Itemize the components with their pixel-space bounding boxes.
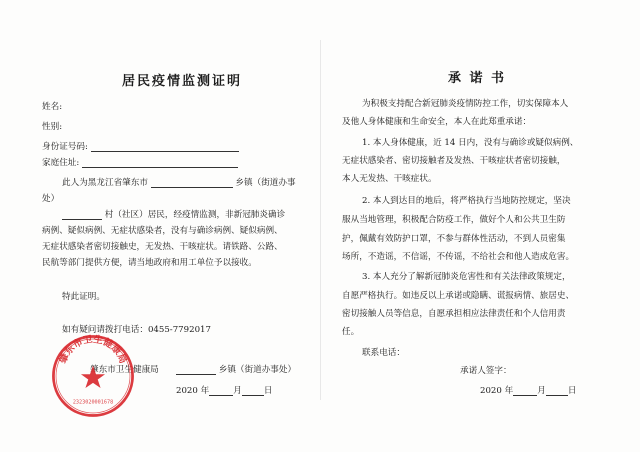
official-seal-stamp [50, 333, 136, 419]
pledge-line-7: 服从当地管理，积极配合防疫工作，做好个人和公共卫生防 [342, 215, 566, 225]
contact-phone-label: 联系电话： [362, 348, 405, 358]
svg-text:肇东市卫生健康局 [57, 333, 129, 366]
issuer-name: 肇东市卫生健康局 [90, 365, 159, 375]
pledge-line-3: 1. 本人身体健康，近 14 日内，没有与确诊或疑似病例、 [362, 138, 579, 148]
pledge-line-12: 密切接触人员等信息，自愿承担相应法律责任和个人信用责 [342, 309, 566, 319]
right-date: 2020 年 月 日 [480, 386, 577, 396]
signer-label: 承诺人签字： [460, 366, 512, 376]
pledge-line-11: 自愿严格执行。如违反以上承诺或隐瞒、谎报病情、旅居史、 [342, 291, 575, 301]
village-field [62, 211, 102, 220]
address-row [42, 156, 238, 168]
pledge-line-13: 任。 [342, 327, 360, 337]
page-divider [320, 40, 321, 400]
body-line-5: 无症状感染者密切接触史，无发热、干咳症状。请铁路、公路、 [42, 242, 283, 252]
pledge-line-4: 无症状感染者、密切接触者及发热、干咳症状者密切接触， [342, 156, 566, 166]
pledge-line-2: 及他人身体健康和生命安全，本人在此郑重承诺： [342, 117, 532, 127]
town-field [151, 179, 233, 188]
body-line-3: 村（社区）居民，经疫情监测，非新冠肺炎确诊 [62, 208, 285, 220]
pledge-title: 承 诺 书 [448, 71, 507, 86]
id-number-row [42, 140, 239, 152]
seal-star-icon [81, 366, 105, 388]
certify-text: 特此证明。 [62, 292, 105, 302]
pledge-line-1: 为积极支持配合新冠肺炎疫情防控工作，切实保障本人 [362, 99, 569, 109]
id-number-label: 身份证号码: [42, 142, 88, 152]
pledge-line-9: 场所，不造谣，不信谣，不传谣，不给社会和他人造成危害。 [342, 252, 575, 262]
certificate-title: 居民疫情监测证明 [122, 74, 243, 89]
left-date: 2020 年 月 日 [176, 386, 273, 396]
body-line-4: 病例、疑似病例、无症状感染者，没有与确诊病例、疑似病例、 [42, 226, 283, 236]
body-line-6: 民航等部门提供方便，请当地政府和用工单位予以接收。 [42, 258, 257, 268]
seal-code: 2323020001678 [72, 399, 114, 406]
gender-label: 性别: [42, 122, 63, 132]
pledge-line-8: 护，佩戴有效防护口罩，不参与群体性活动，不到人员密集 [342, 234, 566, 244]
name-label: 姓名: [42, 102, 63, 112]
pledge-line-10: 3. 本人充分了解新冠肺炎危害性和有关法律政策规定， [362, 272, 571, 282]
address-field [82, 159, 238, 168]
town-sign-row: 乡镇（街道办事处） [176, 363, 296, 375]
town-sign-field [176, 366, 216, 375]
id-number-field [91, 143, 239, 152]
seal-org-text: 肇东市卫生健康局 [57, 334, 129, 366]
phone-text: 如有疑问请拨打电话：0455-7792017 [62, 325, 211, 335]
body-line-1: 此人为黑龙江省肇东市 乡镇（街道办事 [62, 178, 296, 188]
body-line-2: 处） [42, 194, 60, 204]
pledge-line-6: 2. 本人到达目的地后，将严格执行当地防控规定，坚决 [362, 196, 571, 206]
address-label: 家庭住址: [42, 158, 80, 168]
pledge-line-5: 本人无发热、干咳症状。 [342, 174, 437, 184]
